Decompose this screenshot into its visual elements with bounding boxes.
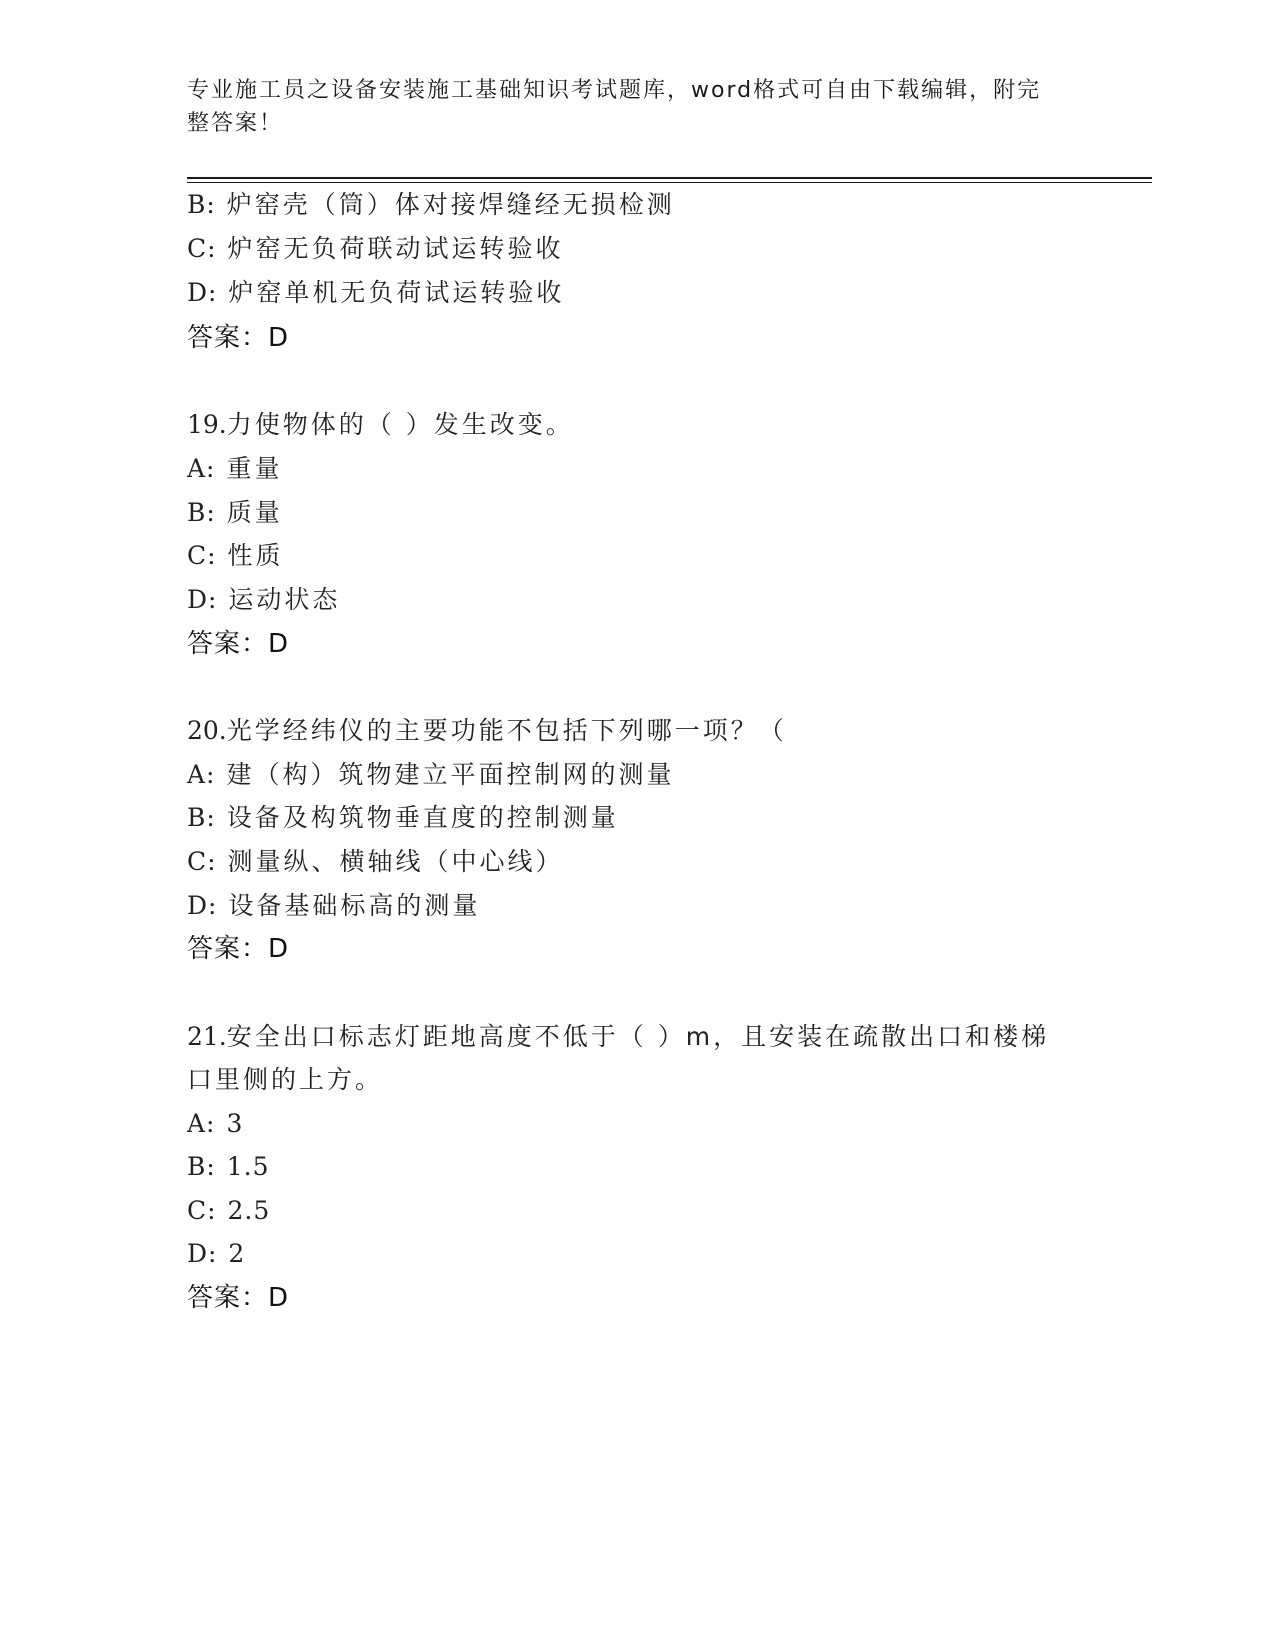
- option-label: C:: [187, 847, 217, 876]
- option-label: C:: [187, 541, 217, 570]
- question-19-option-a: [187, 452, 282, 486]
- header-divider-thick: [187, 177, 1152, 179]
- question-19-answer: 答案：D: [187, 629, 290, 659]
- option-label: C:: [187, 234, 217, 263]
- option-label: A:: [187, 454, 216, 483]
- option-text: 质量: [226, 498, 283, 527]
- option-text: 2: [228, 1239, 246, 1268]
- question-21-option-b: [187, 1150, 270, 1184]
- question-21-stem-continued: 口里侧的上方。: [187, 1065, 384, 1094]
- header-divider-thin: [187, 182, 1152, 183]
- option-text: 重量: [226, 454, 283, 483]
- option-label: A:: [187, 760, 216, 789]
- option-text: 1.5: [226, 1152, 270, 1181]
- option-label: B:: [187, 498, 216, 527]
- question-21-option-d: [187, 1237, 245, 1271]
- option-text: 炉窑单机无负荷试运转验收: [228, 278, 565, 307]
- option-label: D:: [187, 278, 218, 307]
- question-number: 20.: [187, 716, 227, 745]
- question-text: 光学经纬仪的主要功能不包括下列哪一项？（: [226, 716, 787, 745]
- prev-option-c: [187, 232, 564, 266]
- option-text: 运动状态: [228, 585, 341, 614]
- option-text: 建（构）筑物建立平面控制网的测量: [226, 760, 675, 789]
- question-20-option-a: [187, 758, 674, 792]
- option-text: 设备及构筑物垂直度的控制测量: [226, 803, 619, 832]
- question-21-answer: 答案：D: [187, 1283, 290, 1313]
- question-19-option-b: [187, 496, 283, 530]
- option-text: 炉窑壳（筒）体对接焊缝经无损检测: [226, 190, 675, 219]
- header-line-1: 专业施工员之设备安装施工基础知识考试题库，word格式可自由下载编辑，附完: [187, 78, 1042, 103]
- prev-option-d: [187, 276, 564, 310]
- prev-option-b: [187, 188, 675, 222]
- question-19-option-d: [187, 583, 340, 617]
- question-20-option-b: [187, 801, 619, 835]
- question-text: 力使物体的（ ）发生改变。: [226, 410, 574, 439]
- question-20-option-c: [187, 845, 564, 879]
- option-text: 炉窑无负荷联动试运转验收: [227, 234, 564, 263]
- question-21-stem: [187, 1020, 1049, 1054]
- option-label: C:: [187, 1196, 217, 1225]
- question-number: 21.: [187, 1022, 227, 1051]
- prev-answer: 答案：D: [187, 323, 290, 353]
- option-label: D:: [187, 891, 218, 920]
- option-text: 测量纵、横轴线（中心线）: [227, 847, 564, 876]
- document-header: [187, 74, 1067, 140]
- question-number: 19.: [187, 410, 227, 439]
- question-20-option-d: [187, 889, 480, 923]
- option-label: B:: [187, 190, 216, 219]
- option-label: D:: [187, 1239, 218, 1268]
- question-20-stem: [187, 714, 787, 748]
- option-label: B:: [187, 1152, 216, 1181]
- question-21-option-a: [187, 1107, 243, 1141]
- option-text: 3: [226, 1109, 244, 1138]
- option-label: B:: [187, 803, 216, 832]
- question-text: 安全出口标志灯距地高度不低于（ ）m，且安装在疏散出口和楼梯: [226, 1022, 1050, 1051]
- question-20-answer: 答案：D: [187, 934, 290, 964]
- option-text: 性质: [227, 541, 284, 570]
- question-19-stem: [187, 408, 574, 442]
- option-label: A:: [187, 1109, 216, 1138]
- option-text: 设备基础标高的测量: [228, 891, 481, 920]
- question-21-option-c: [187, 1194, 270, 1228]
- option-text: 2.5: [227, 1196, 271, 1225]
- header-line-2: 整答案！: [187, 111, 284, 136]
- question-19-option-c: [187, 539, 284, 573]
- option-label: D:: [187, 585, 218, 614]
